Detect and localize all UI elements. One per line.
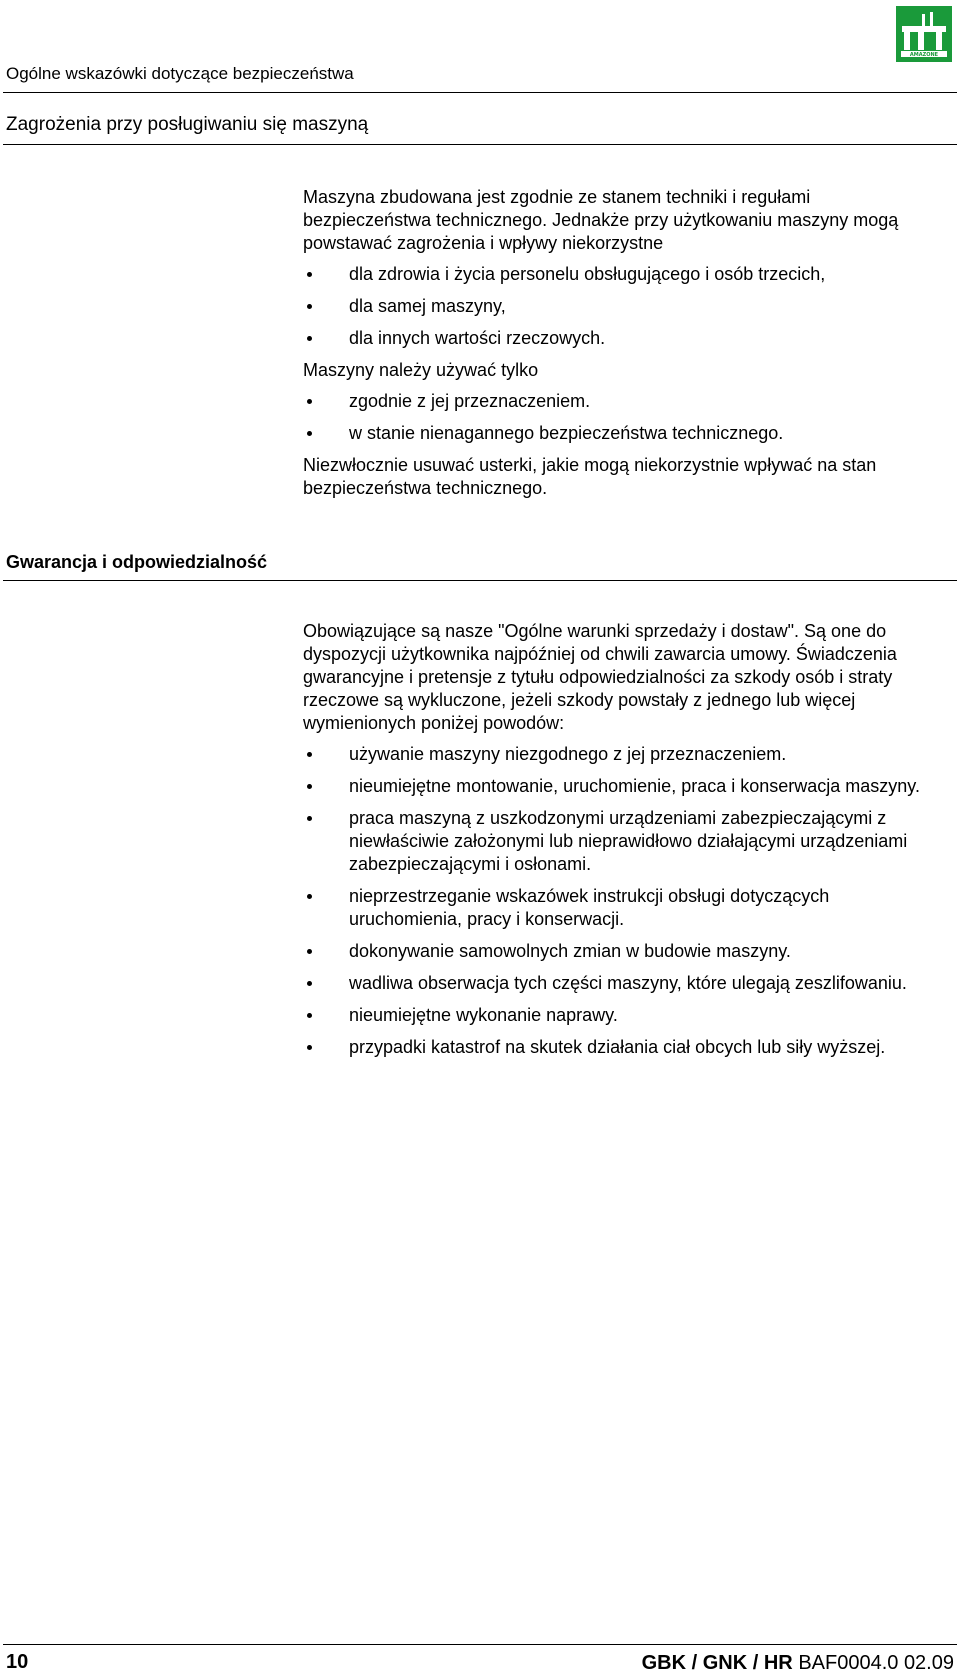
footer-doc-info: [642, 1651, 954, 1675]
list-item: wadliwa obserwacja tych części maszyny, które ulegają zeszlifowaniu.: [303, 972, 943, 995]
list-item: dla samej maszyny,: [303, 295, 943, 318]
list-item: praca maszyną z uszkodzonymi urządzeniami zabezpieczającymi z niewłaściwie założonymi lub nieprawidłowo działającymi urządzeniami zabezpieczającymi i osłonami.: [303, 807, 943, 876]
section1-content: [303, 186, 943, 508]
footer-rule: [3, 1644, 957, 1645]
bullet-icon: [307, 816, 312, 821]
section1-bullets-1: [303, 263, 943, 350]
list-item: nieprzestrzeganie wskazówek instrukcji obsługi dotyczących uruchomienia, pracy i konserwacji.: [303, 885, 943, 931]
bullet-icon: [307, 894, 312, 899]
amazone-logo: [896, 6, 952, 62]
section-rule: [3, 580, 957, 581]
list-item: nieumiejętne montowanie, uruchomienie, praca i konserwacja maszyny.: [303, 775, 943, 798]
section-rule: [3, 144, 957, 145]
list-item: dla innych wartości rzeczowych.: [303, 327, 943, 350]
section1-intro: Maszyna zbudowana jest zgodnie ze stanem techniki i regułami bezpieczeństwa technicznego. Jednakże przy użytkowaniu maszyny mogą powstawać zagrożenia i wpływy niekorzystne: [303, 187, 899, 253]
bullet-icon: [307, 431, 312, 436]
bullet-icon: [307, 1045, 312, 1050]
section2-bullets: [303, 743, 943, 1059]
bullet-icon: [307, 752, 312, 757]
header-title: Ogólne wskazówki dotyczące bezpieczeństwa: [6, 64, 354, 83]
section1-usage-intro: Maszyny należy używać tylko: [303, 360, 539, 380]
bullet-icon: [307, 399, 312, 404]
section1-bullets-2: [303, 390, 943, 445]
section-heading-hazards: Zagrożenia przy posługiwaniu się maszyną: [6, 114, 369, 135]
list-item: nieumiejętne wykonanie naprawy.: [303, 1004, 943, 1027]
section2-intro: Obowiązujące są nasze "Ogólne warunki sprzedaży i dostaw". Są one do dyspozycji użytkownika najpóźniej od chwili zawarcia umowy. Świadczenia gwarancyjne i pretensje z tytułu odpowiedzialności za szkody osób i straty rzeczowe są wykluczone, jeżeli szkody powstały z jednego lub więcej wymienionych poniżej powodów:: [303, 621, 897, 733]
list-item: przypadki katastrof na skutek działania ciał obcych lub siły wyższej.: [303, 1036, 943, 1059]
bullet-icon: [307, 304, 312, 309]
page-number: 10: [6, 1651, 29, 1673]
bullet-icon: [307, 1013, 312, 1018]
section1-closing: Niezwłocznie usuwać usterki, jakie mogą niekorzystnie wpływać na stan bezpieczeństwa technicznego.: [303, 455, 877, 498]
bullet-icon: [307, 336, 312, 341]
footer-doc-code: BAF0004.0 02.09: [798, 1652, 954, 1674]
list-item: zgodnie z jej przeznaczeniem.: [303, 390, 943, 413]
bullet-icon: [307, 272, 312, 277]
list-item: dokonywanie samowolnych zmian w budowie maszyny.: [303, 940, 943, 963]
footer-model: GBK / GNK / HR: [641, 1652, 793, 1674]
list-item: dla zdrowia i życia personelu obsługującego i osób trzecich,: [303, 263, 943, 286]
list-item: w stanie nienagannego bezpieczeństwa technicznego.: [303, 422, 943, 445]
logo-text: AMAZONE: [909, 52, 939, 58]
bullet-icon: [307, 981, 312, 986]
section-heading-warranty: Gwarancja i odpowiedzialność: [6, 552, 268, 572]
header-rule: [3, 92, 957, 93]
list-item: używanie maszyny niezgodnego z jej przeznaczeniem.: [303, 743, 943, 766]
section2-content: [303, 620, 943, 1068]
bullet-icon: [307, 784, 312, 789]
bullet-icon: [307, 949, 312, 954]
